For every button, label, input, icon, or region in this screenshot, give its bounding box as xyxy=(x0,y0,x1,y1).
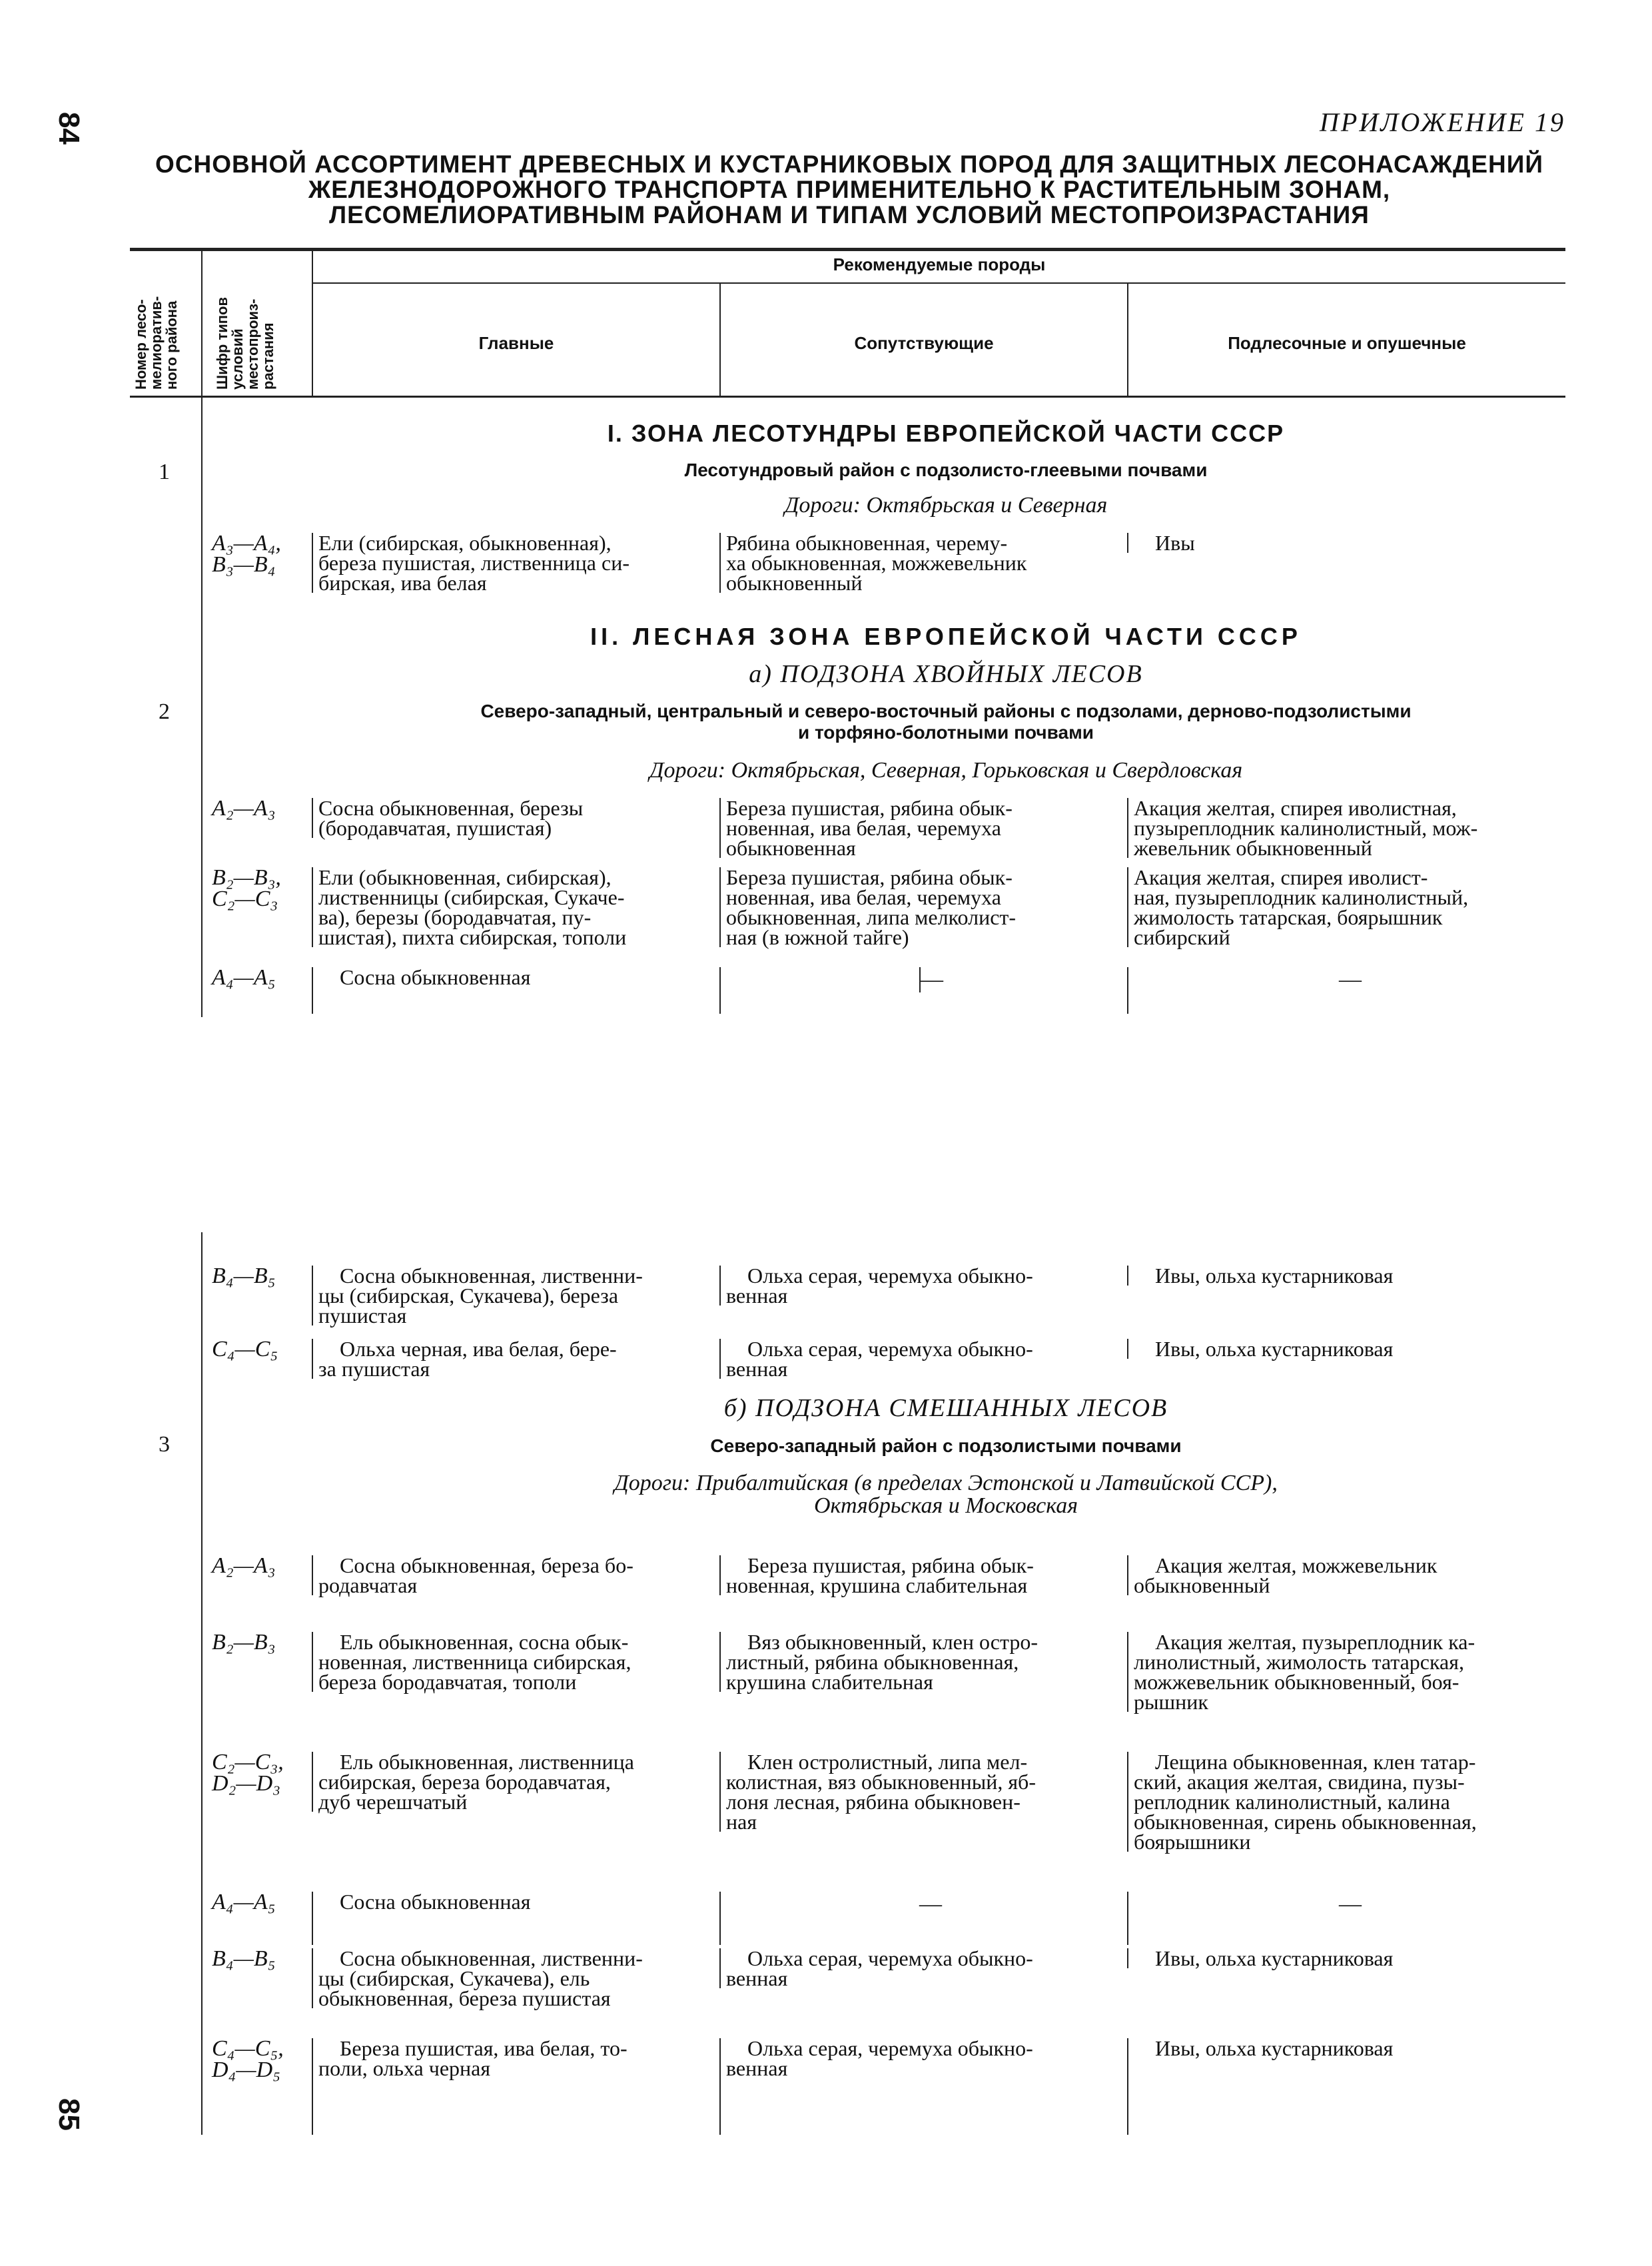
undergrowth-species: Акация желтая, спирея иволист- ная, пузыреплодник калинолистный, жимолость татарская, боярышник сибирский xyxy=(1127,867,1560,947)
undergrowth-species: Ивы, ольха кустарниковая xyxy=(1127,1266,1581,1286)
undergrowth-species: — xyxy=(1339,967,1362,992)
main-species: Ольха черная, ива белая, бере- за пушистая xyxy=(312,1339,718,1379)
site-code: A₂—A₃ xyxy=(212,1553,276,1578)
title-line-1: ОСНОВНОЙ АССОРТИМЕНТ ДРЕВЕСНЫХ И КУСТАРНИКОВЫХ ПОРОД ДЛЯ ЗАЩИТНЫХ ЛЕСОНАСАЖДЕНИЙ xyxy=(155,151,1543,178)
col-divider-3-seg xyxy=(719,967,721,1014)
site-code: B₄—B₅ xyxy=(212,1264,276,1288)
site-code: B₂—B₃, C₂—C₃ xyxy=(212,865,281,911)
site-code: C₄—C₅ xyxy=(212,1337,278,1361)
main-species: Сосна обыкновенная, березы (бородавчатая, пушистая) xyxy=(312,798,718,838)
title-line-3: ЛЕСОМЕЛИОРАТИВНЫМ РАЙОНАМ И ТИПАМ УСЛОВИЙ МЕСТОПРОИЗРАСТАНИЯ xyxy=(329,201,1370,228)
header-bottom-rule xyxy=(130,396,1565,398)
district-number-1: 1 xyxy=(159,460,170,484)
undergrowth-species: Ивы, ольха кустарниковая xyxy=(1127,1339,1581,1359)
zone-1-roads: Дороги: Октябрьская и Северная xyxy=(784,493,1108,518)
accompanying-species: Береза пушистая, рябина обык- новенная, крушина слабительная xyxy=(719,1555,1126,1595)
undergrowth-species: Акация желтая, пузыреплодник ка- линолистный, жимолость татарская, можжевельник обыкновенный, боя- рышник xyxy=(1127,1632,1560,1712)
site-code: A₄—A₅ xyxy=(212,965,276,990)
main-species: Ель обыкновенная, сосна обык- новенная, лиственница сибирская, береза бородавчатая, тополи xyxy=(312,1632,718,1692)
accompanying-species: — xyxy=(919,1892,942,1916)
subzone-b-roads: Дороги: Прибалтийская (в пределах Эстонской и Латвийской ССР), Октябрьская и Московская xyxy=(614,1471,1278,1518)
appendix-label: ПРИЛОЖЕНИЕ 19 xyxy=(1320,107,1565,137)
site-code: A₃—A₄, B₃—B₄ xyxy=(212,531,281,577)
zone-2-roads: Дороги: Октябрьская, Северная, Горьковская и Свердловская xyxy=(649,758,1243,783)
table-top-rule xyxy=(130,248,1565,251)
zone-1-region: Лесотундровый район с подзолисто-глеевыми почвами xyxy=(684,460,1208,480)
col-divider-4-seg xyxy=(1127,967,1128,1014)
undergrowth-species: — xyxy=(1339,1892,1362,1916)
site-code: A₂—A₃ xyxy=(212,796,276,821)
undergrowth-species: Ивы, ольха кустарниковая xyxy=(1127,2038,1581,2135)
accompanying-species: Ольха серая, черемуха обыкно- венная xyxy=(719,1948,1126,1988)
subzone-b-region: Северо-западный район с подзолистыми почвами xyxy=(710,1435,1182,1456)
accompanying-species: Клен остролистный, липа мел- колистная, вяз обыкновенный, яб- лоня лесная, рябина обыкновен- ная xyxy=(719,1752,1126,1832)
header-undergrowth: Подлесочные и опушечные xyxy=(1228,333,1466,353)
site-code: B₄—B₅ xyxy=(212,1946,276,1971)
main-species: Сосна обыкновенная, лиственни- цы (сибирская, Сукачева), ель обыкновенная, береза пушистая xyxy=(312,1948,718,2008)
zone-1-title: I. ЗОНА ЛЕСОТУНДРЫ ЕВРОПЕЙСКОЙ ЧАСТИ СССР xyxy=(607,420,1285,447)
recommended-rule xyxy=(313,282,1565,284)
accompanying-species: Вяз обыкновенный, клен остро- листный, рябина обыкновенная, крушина слабительная xyxy=(719,1632,1126,1692)
accompanying-species: Ольха серая, черемуха обыкно- венная xyxy=(719,1266,1126,1306)
zone-2-region: Северо-западный, центральный и северо-восточный районы с подзолами, дерново-подзолистыми и торфяно-болотными почвами xyxy=(480,701,1412,743)
main-species: Сосна обыкновенная xyxy=(312,967,739,1014)
subzone-a-title: а) ПОДЗОНА ХВОЙНЫХ ЛЕСОВ xyxy=(749,660,1143,688)
undergrowth-species: Лещина обыкновенная, клен татар- ский, акация желтая, свидина, пузы- реплодник калинолистный, калина обыкновенная, сирень обыкновенная, боярышники xyxy=(1127,1752,1560,1852)
col-divider-3-seg xyxy=(719,1892,721,1945)
header-main: Главные xyxy=(478,333,554,353)
accompanying-species: Береза пушистая, рябина обык- новенная, ива белая, черемуха обыкновенная, липа мелколист- ная (в южной тайге) xyxy=(719,867,1126,947)
district-number-2: 2 xyxy=(159,699,170,724)
col-divider-1-lower xyxy=(201,1232,203,2135)
accompanying-species: — xyxy=(921,967,943,992)
title-line-2: ЖЕЛЕЗНОДОРОЖНОГО ТРАНСПОРТА ПРИМЕНИТЕЛЬНО К РАСТИТЕЛЬНЫМ ЗОНАМ, xyxy=(308,176,1391,203)
site-code: B₂—B₃ xyxy=(212,1630,276,1655)
header-recommended: Рекомендуемые породы xyxy=(833,254,1046,274)
accompanying-species: Ольха серая, черемуха обыкно- венная xyxy=(719,2038,1126,2135)
site-code: A₄—A₅ xyxy=(212,1890,276,1914)
header-accompanying: Сопутствующие xyxy=(854,333,994,353)
col-divider-4-seg xyxy=(1127,1892,1128,1945)
header-district-number: Номер лесо- мелиоратив- ного района xyxy=(133,296,180,390)
main-species: Ели (сибирская, обыкновенная), береза пушистая, лиственница си- бирская, ива белая xyxy=(312,533,718,593)
col-divider-1 xyxy=(201,248,203,1017)
main-species: Сосна обыкновенная, береза бо- родавчатая xyxy=(312,1555,718,1595)
accompanying-species: Береза пушистая, рябина обык- новенная, ива белая, черемуха обыкновенная xyxy=(719,798,1126,858)
page-number-bottom: 85 xyxy=(53,2098,85,2131)
undergrowth-species: Акация желтая, можжевельник обыкновенный xyxy=(1127,1555,1560,1595)
main-species: Береза пушистая, ива белая, то- поли, ольха черная xyxy=(312,2038,718,2135)
undergrowth-species: Акация желтая, спирея иволистная, пузыреплодник калинолистный, мож- жевельник обыкновенный xyxy=(1127,798,1560,858)
main-species: Ель обыкновенная, лиственница сибирская, береза бородавчатая, дуб черешчатый xyxy=(312,1752,718,1812)
district-number-3: 3 xyxy=(159,1432,170,1457)
main-species: Сосна обыкновенная xyxy=(312,1892,739,1945)
subzone-b-title: б) ПОДЗОНА СМЕШАННЫХ ЛЕСОВ xyxy=(723,1394,1168,1422)
undergrowth-species: Ивы, ольха кустарниковая xyxy=(1127,1948,1581,1968)
main-species: Ели (обыкновенная, сибирская), лиственницы (сибирская, Сукаче- ва), березы (бородавчатая, пу- шистая), пихта сибирская, тополи xyxy=(312,867,718,947)
accompanying-species: Рябина обыкновенная, черему- ха обыкновенная, можжевельник обыкновенный xyxy=(719,533,1126,593)
zone-2-title: II. ЛЕСНАЯ ЗОНА ЕВРОПЕЙСКОЙ ЧАСТИ СССР xyxy=(590,623,1302,650)
undergrowth-species: Ивы xyxy=(1127,533,1581,553)
site-code: C₂—C₃, D₂—D₃ xyxy=(212,1750,284,1796)
header-site-code: Шифр типов условий местопроиз- растания xyxy=(214,297,276,390)
page-title xyxy=(133,152,1565,228)
page-number-top: 84 xyxy=(53,112,85,145)
accompanying-species: Ольха серая, черемуха обыкно- венная xyxy=(719,1339,1126,1379)
main-species: Сосна обыкновенная, лиственни- цы (сибирская, Сукачева), береза пушистая xyxy=(312,1266,718,1325)
site-code: C₄—C₅, D₄—D₅ xyxy=(212,2036,284,2082)
